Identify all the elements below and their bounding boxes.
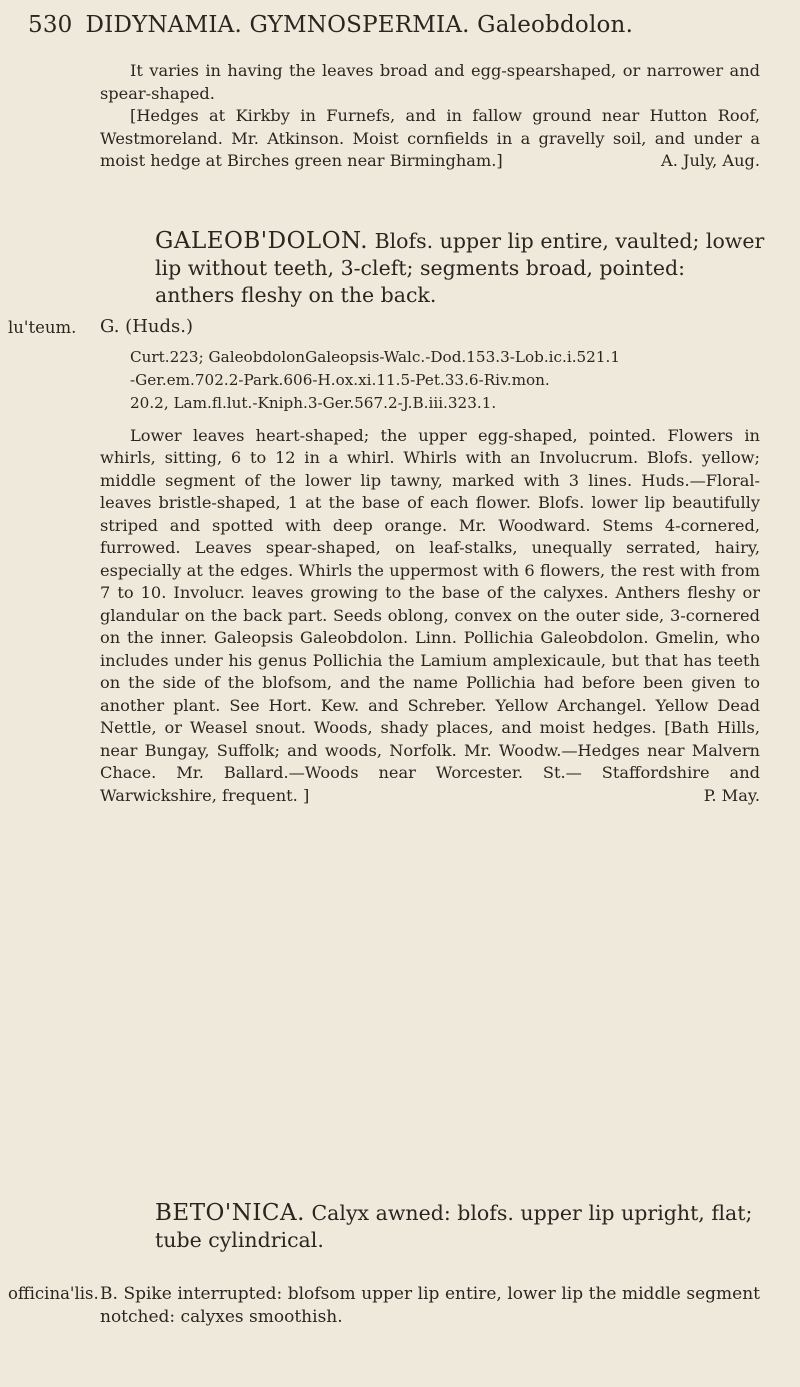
synonyms-line-1: Curt.223; GaleobdolonGaleopsis-Walc.-Dod.153.3-Lob.ic.i.521.1 bbox=[130, 347, 620, 366]
synonyms-line-2: -Ger.em.702.2-Park.606-H.ox.xi.11.5-Pet.33.6-Riv.mon. bbox=[130, 370, 550, 389]
previous-entry-description: It varies in having the leaves broad and egg-spearshaped, or narrower and spear-shaped. bbox=[100, 61, 760, 103]
running-header bbox=[28, 12, 768, 38]
flowering-note: A. July, Aug. bbox=[661, 151, 760, 170]
page-number: 530 bbox=[28, 12, 73, 38]
previous-entry-continuation bbox=[100, 60, 760, 173]
genus-character: Blofs. upper lip entire, vaulted; lower lip without teeth, 3-cleft; segments broad, pointed: anthers fleshy on the back. bbox=[155, 229, 765, 307]
description-text: Lower leaves heart-shaped; the upper egg-shaped, pointed. Flowers in whirls, sitting, 6 to 12 in a whirl. Whirls with an Involucrum. Blofs. yellow; middle segment of the lower lip tawny, marked with 3 lines. Huds.—Floral-leaves bristle-shaped, 1 at the base of each flower. Blofs. lower lip beautifully striped and spotted with deep orange. Mr. Woodward. Stems 4-cornered, furrowed. Leaves spear-shaped, on leaf-stalks, unequally serrated, hairy, especially at the edges. Whirls the uppermost with 6 flowers, the rest with from 7 to 10. Involucr. leaves growing to the base of the calyxes. Anthers fleshy or glandular on the back part. Seeds oblong, convex on the outer side, 3-cornered on the inner. Galeopsis Galeobdolon. Linn. Pollichia Galeobdolon. Gmelin, who includes under his genus Pollichia the Lamium amplexicaule, but that has teeth on the side of the blofsom, and the name Pollichia had before been given to another plant. See Hort. Kew. and Schreber. Yellow Archangel. Yellow Dead Nettle, or Weasel snout. Woods, shady places, and moist hedges. [Bath Hills, near Bungay, Suffolk; and woods, Norfolk. Mr. Woodw.—Hedges near Malvern Chace. Mr. Ballard.—Woods near Worcester. St.— Staffordshire and Warwickshire, frequent. ] bbox=[100, 425, 760, 805]
running-title: DIDYNAMIA. GYMNOSPERMIA. Galeobdolon. bbox=[85, 12, 634, 38]
genus-heading-galeobdolon bbox=[155, 228, 765, 309]
species-flowering: P. May. bbox=[703, 785, 760, 805]
species-name: G. (Huds.) bbox=[100, 316, 193, 337]
synonyms-line-3: 20.2, Lam.fl.lut.-Kniph.3-Ger.567.2-J.B.iii.323.1. bbox=[130, 393, 497, 412]
genus-name: GALEOB'DOLON. bbox=[155, 228, 369, 254]
species-entry-officinalis bbox=[100, 1283, 760, 1328]
species-text: B. Spike interrupted: blofsom upper lip entire, lower lip the middle segment notched: calyxes smoothish. bbox=[100, 1284, 760, 1327]
species-margin-label: officina'lis. bbox=[8, 1284, 99, 1303]
species-description bbox=[100, 425, 760, 808]
species-margin-label: lu'teum. bbox=[8, 318, 77, 337]
genus-character: Calyx awned: blofs. upper lip upright, flat; tube cylindrical. bbox=[155, 1201, 753, 1252]
genus-name: BETO'NICA. bbox=[155, 1200, 305, 1226]
localities-text: [Hedges at Kirkby in Furnefs, and in fallow ground near Hutton Roof, Westmoreland. Mr. Atkinson. Moist cornfields in a gravelly soil, and under a moist hedge at Birches green near Birmingham.] bbox=[100, 106, 760, 170]
genus-heading-betonica bbox=[155, 1200, 765, 1254]
species-entry-luteum bbox=[100, 316, 760, 807]
previous-entry-localities bbox=[100, 105, 760, 173]
